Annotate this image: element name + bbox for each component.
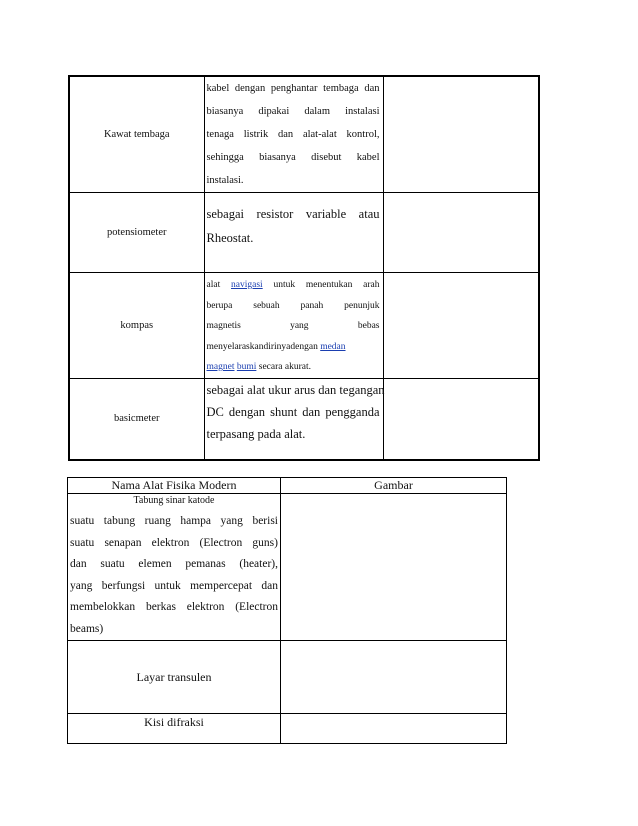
- tool-name-cell: basicmeter: [69, 378, 204, 460]
- tool-description-cell: Tabung sinar katode suatu tabung ruang hampa yang berisi suatu senapan elektron (Electron guns) dan suatu elemen pemanas (heater), yang berfungsi untuk mempercepat dan membelokkan berkas elektron (Electron beams): [68, 494, 281, 641]
- image-cell: [383, 273, 539, 379]
- image-cell: [281, 714, 507, 744]
- tool-description-cell: kabel dengan penghantar tembaga dan biasanya dipakai dalam instalasi tenaga listrik dan alat-alat kontrol, sehingga biasanya disebut kabel instalasi.: [204, 76, 383, 193]
- tool-name-cell: Kisi difraksi: [68, 714, 281, 744]
- image-cell: [383, 193, 539, 273]
- table-row: [69, 273, 539, 379]
- tool-name-cell: potensiometer: [69, 193, 204, 273]
- table-row: [69, 76, 539, 193]
- tool-name-cell: Layar transulen: [68, 641, 281, 714]
- tool-description-cell: sebagai resistor variable atau Rheostat.: [204, 193, 383, 273]
- table-row: [68, 641, 507, 714]
- image-cell: [281, 494, 507, 641]
- header-nama-alat: Nama Alat Fisika Modern: [68, 478, 281, 494]
- table-row: [69, 193, 539, 273]
- image-cell: [383, 378, 539, 460]
- image-cell: [281, 641, 507, 714]
- table-header-row: [68, 478, 507, 494]
- tool-title: Tabung sinar katode: [133, 495, 215, 506]
- tool-name-cell: Kawat tembaga: [69, 76, 204, 193]
- bumi-link[interactable]: bumi: [236, 362, 257, 372]
- tool-description-cell: sebagai alat ukur arus dan tegangan DC dengan shunt dan pengganda terpasang pada alat.: [204, 378, 383, 460]
- header-gambar: Gambar: [281, 478, 507, 494]
- alat-fisika-modern-table: [67, 477, 507, 744]
- table-row: [69, 378, 539, 460]
- magnet-link[interactable]: magnet: [206, 362, 235, 372]
- medan-link[interactable]: medan: [320, 341, 346, 352]
- table-row: [68, 714, 507, 744]
- navigasi-link[interactable]: navigasi: [231, 280, 263, 290]
- tool-description-cell: alat navigasi untuk menentukan arah berupa sebuah panah penunjuk magnetis yang bebas menyelaraskandirinyadengan medan magnet bumi secara akurat.: [204, 273, 383, 379]
- tool-name-cell: kompas: [69, 273, 204, 379]
- table-row: [68, 494, 507, 641]
- alat-fisika-table: [68, 75, 540, 461]
- image-cell: [383, 76, 539, 193]
